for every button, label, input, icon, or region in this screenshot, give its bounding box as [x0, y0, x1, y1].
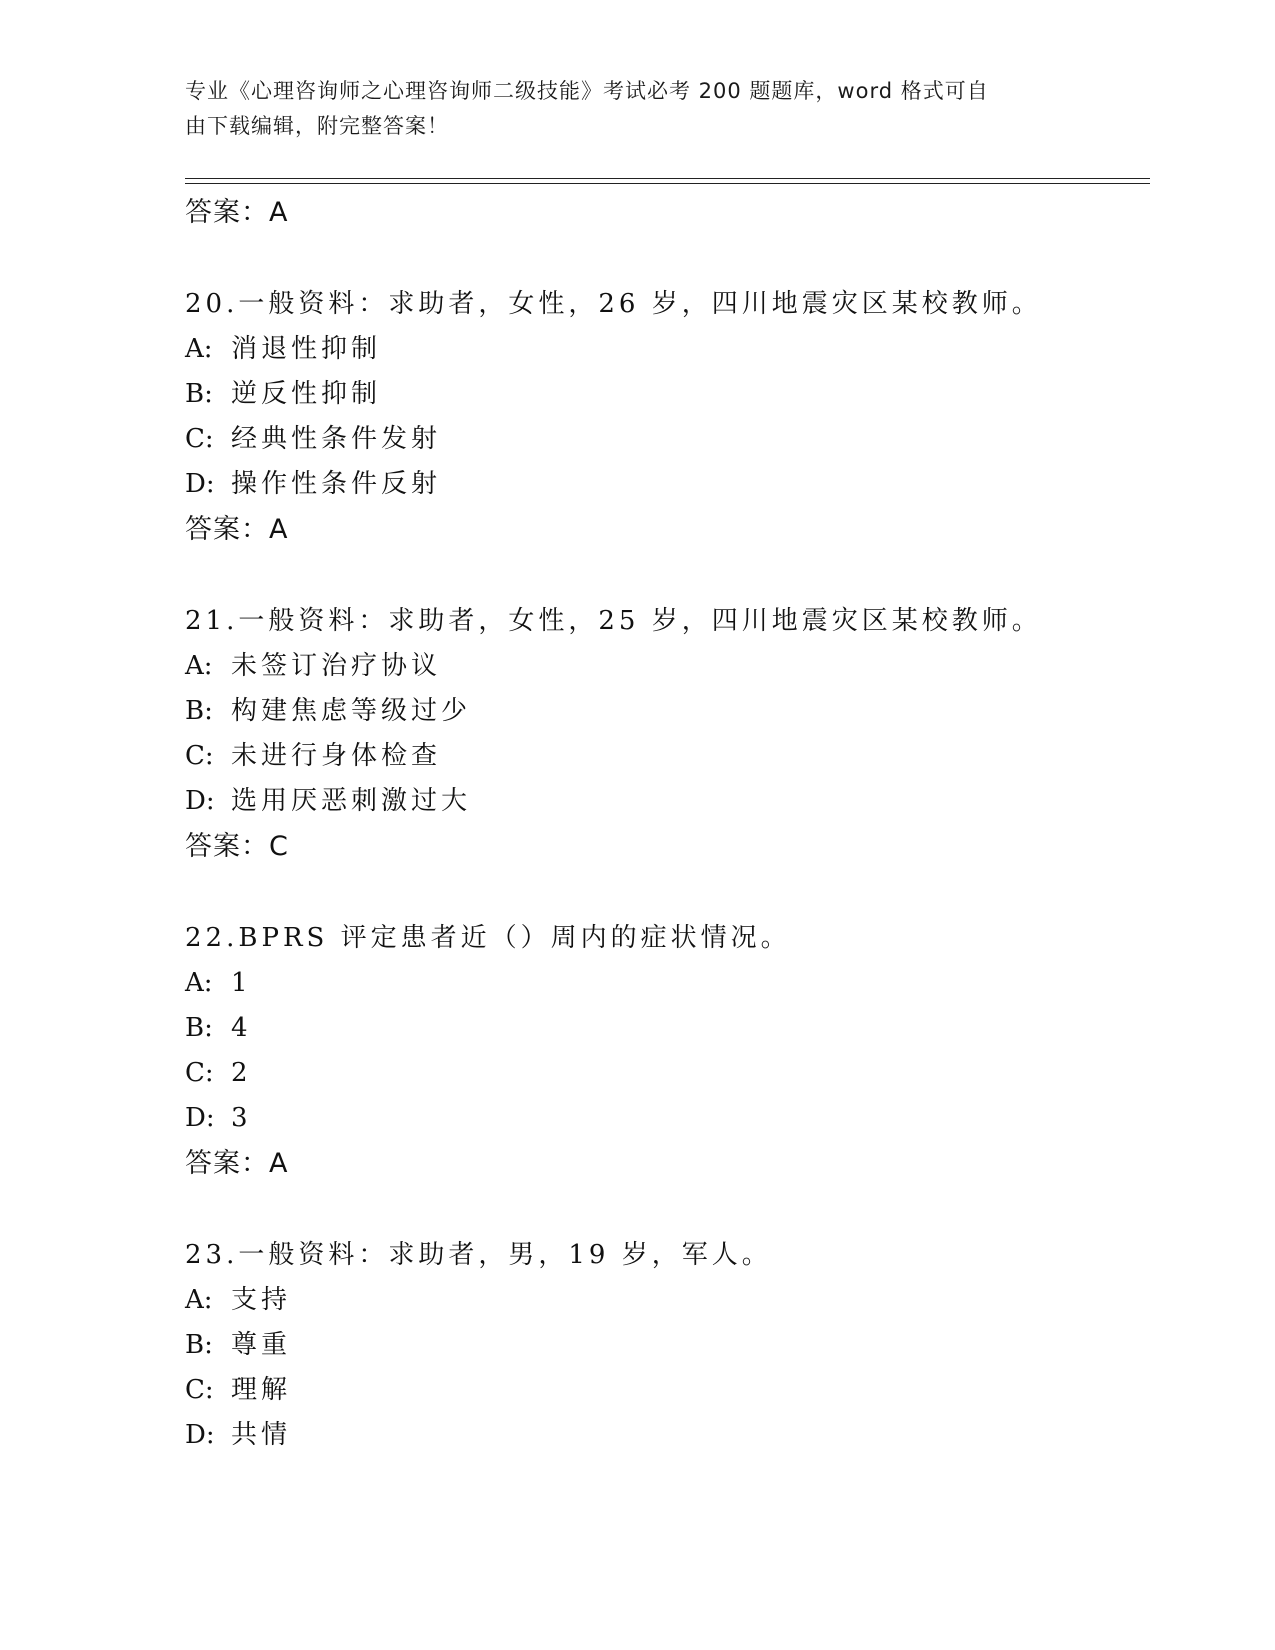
block-spacer	[185, 869, 1150, 916]
option-key: B:	[185, 379, 213, 409]
answer-value: A	[269, 514, 289, 545]
question-text: 20.一般资料：求助者，女性，26 岁，四川地震灾区某校教师。	[185, 289, 1042, 319]
answer-line	[185, 824, 1150, 869]
option-key: B:	[185, 696, 213, 726]
answer-value: A	[269, 197, 289, 228]
option-row	[185, 417, 1150, 462]
answer-line	[185, 507, 1150, 552]
option-key: C:	[185, 1058, 214, 1088]
option-text: 支持	[231, 1285, 292, 1315]
option-key: D:	[185, 1103, 215, 1133]
option-row	[185, 1368, 1150, 1413]
block-spacer	[185, 1186, 1150, 1233]
answer-value: A	[269, 1148, 289, 1179]
question-list	[185, 190, 1150, 1458]
option-key: A:	[185, 651, 213, 681]
answer-label: 答案：	[185, 831, 269, 862]
option-row	[185, 1323, 1150, 1368]
option-row	[185, 1096, 1150, 1141]
question-text: 21.一般资料：求助者，女性，25 岁，四川地震灾区某校教师。	[185, 606, 1042, 636]
option-text: 选用厌恶刺激过大	[231, 786, 472, 816]
header-line-2: 由下载编辑，附完整答案！	[185, 114, 449, 138]
option-key: A:	[185, 1285, 213, 1315]
option-text: 经典性条件发射	[231, 424, 442, 454]
option-row	[185, 734, 1150, 779]
question-text: 23.一般资料：求助者，男，19 岁，军人。	[185, 1240, 772, 1270]
option-text: 未进行身体检查	[231, 741, 442, 771]
block-spacer	[185, 235, 1150, 282]
option-row	[185, 689, 1150, 734]
option-key: C:	[185, 741, 214, 771]
option-key: D:	[185, 469, 215, 499]
option-key: A:	[185, 968, 213, 998]
option-row	[185, 372, 1150, 417]
option-key: C:	[185, 424, 214, 454]
option-text: 共情	[231, 1420, 292, 1450]
option-row	[185, 1413, 1150, 1458]
header-divider-top	[185, 178, 1150, 179]
block-spacer	[185, 552, 1150, 599]
answer-line	[185, 190, 1150, 235]
option-key: D:	[185, 786, 215, 816]
option-text: 逆反性抑制	[231, 379, 382, 409]
option-text: 4	[231, 1013, 252, 1043]
answer-line	[185, 1141, 1150, 1186]
option-text: 未签订治疗协议	[231, 651, 442, 681]
question-text: 22.BPRS 评定患者近（）周内的症状情况。	[185, 923, 791, 953]
question-block	[185, 916, 1150, 1233]
option-row	[185, 779, 1150, 824]
option-row	[185, 462, 1150, 507]
option-text: 理解	[231, 1375, 292, 1405]
option-row	[185, 1278, 1150, 1323]
question-block	[185, 1233, 1150, 1458]
document-header	[185, 74, 1085, 144]
option-key: D:	[185, 1420, 215, 1450]
option-text: 尊重	[231, 1330, 292, 1360]
answer-value: C	[269, 831, 289, 862]
answer-label: 答案：	[185, 514, 269, 545]
header-divider-bottom	[185, 183, 1150, 184]
option-key: B:	[185, 1330, 213, 1360]
header-line-1: 专业《心理咨询师之心理咨询师二级技能》考试必考 200 题题库，word 格式可自	[185, 79, 989, 103]
question-block	[185, 282, 1150, 599]
option-text: 消退性抑制	[231, 334, 382, 364]
option-text: 构建焦虑等级过少	[231, 696, 472, 726]
option-key: C:	[185, 1375, 214, 1405]
option-row	[185, 961, 1150, 1006]
answer-label: 答案：	[185, 197, 269, 228]
option-text: 1	[231, 968, 252, 998]
question-block	[185, 599, 1150, 916]
option-row	[185, 1006, 1150, 1051]
option-key: A:	[185, 334, 213, 364]
answer-label: 答案：	[185, 1148, 269, 1179]
option-row	[185, 327, 1150, 372]
option-text: 3	[231, 1103, 252, 1133]
option-key: B:	[185, 1013, 213, 1043]
option-row	[185, 1051, 1150, 1096]
option-row	[185, 644, 1150, 689]
option-text: 操作性条件反射	[231, 469, 442, 499]
option-text: 2	[231, 1058, 252, 1088]
question-block	[185, 190, 1150, 282]
